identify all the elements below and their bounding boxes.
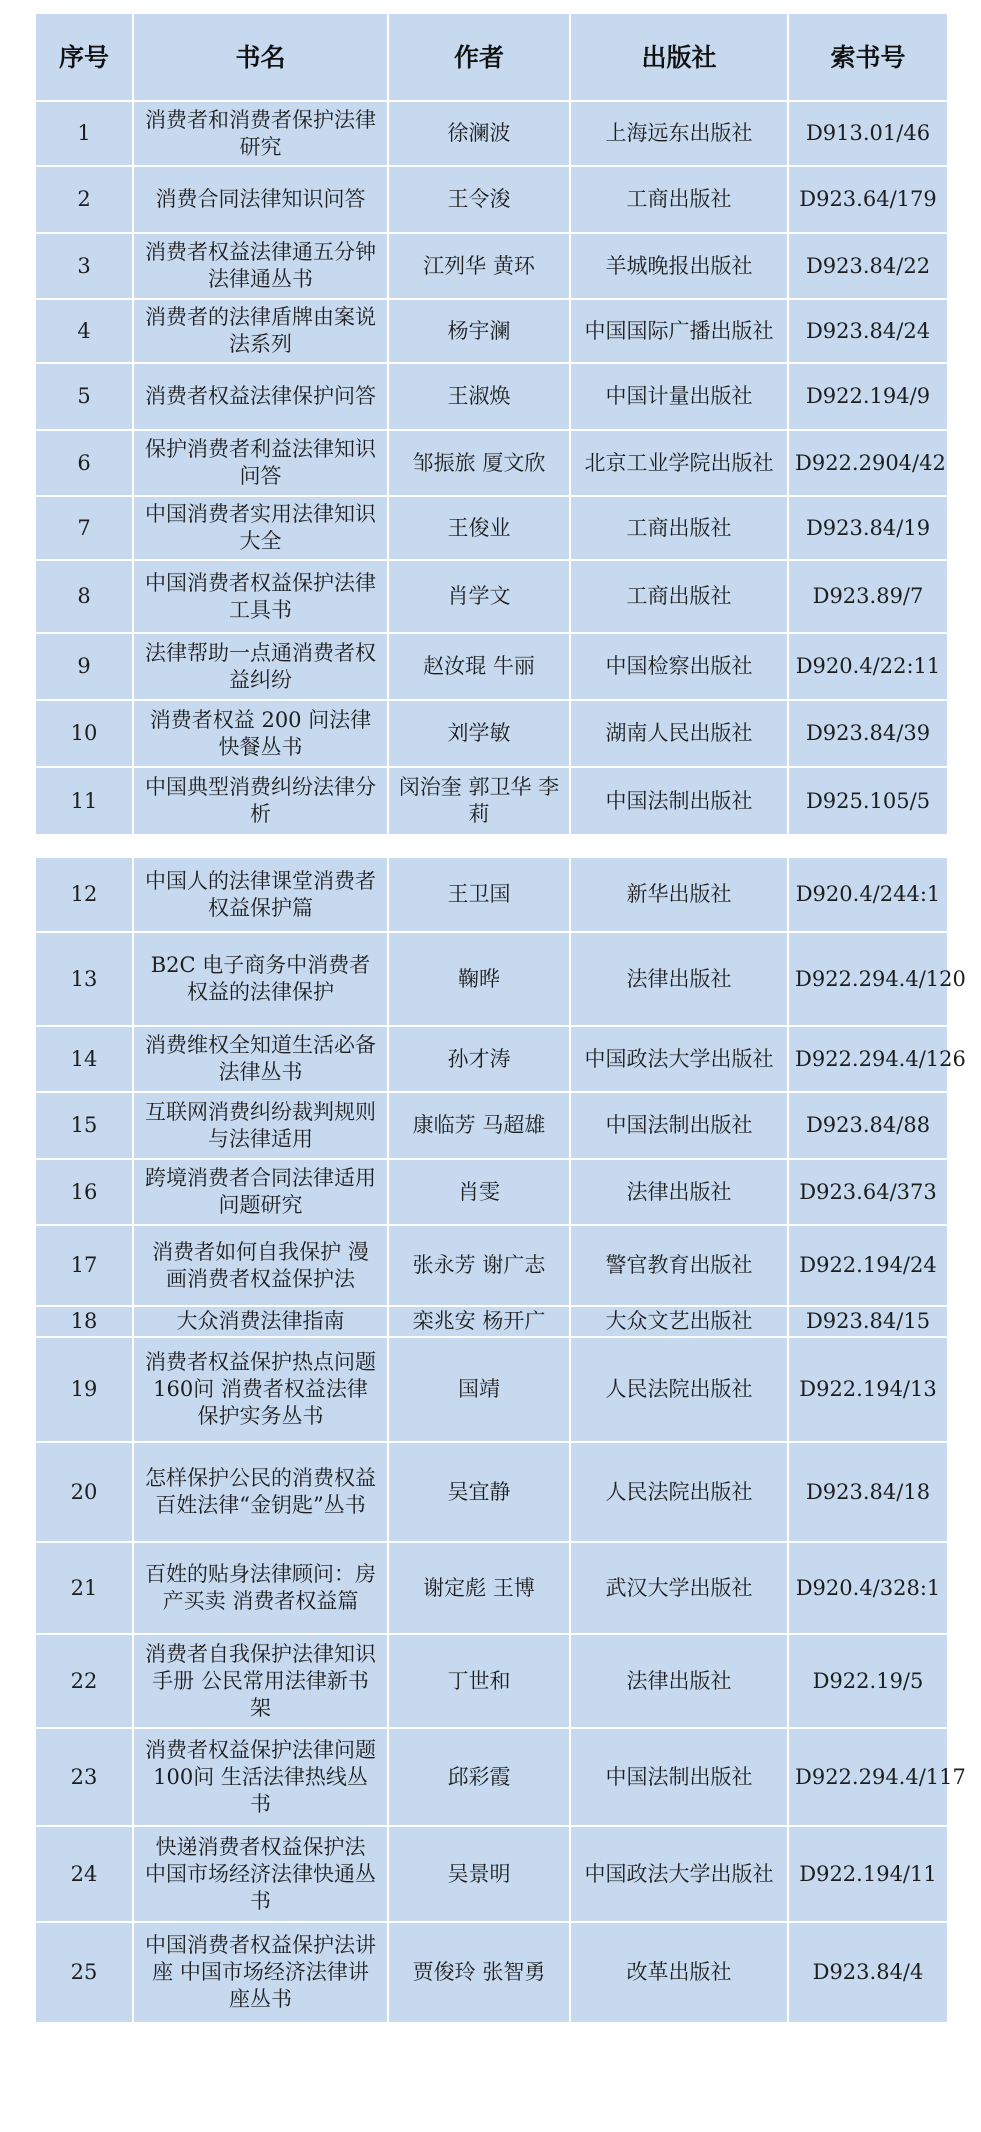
cell-call-number: D923.84/24 [788, 299, 948, 363]
cell-call-number: D922.2904/42 [788, 430, 948, 496]
cell-call-number: D920.4/328:1 [788, 1542, 948, 1634]
cell-publisher: 工商出版社 [570, 560, 788, 633]
cell-publisher: 新华出版社 [570, 857, 788, 932]
cell-publisher: 中国法制出版社 [570, 1092, 788, 1159]
cell-author: 张永芳 谢广志 [388, 1225, 570, 1306]
header-publisher: 出版社 [570, 13, 788, 101]
cell-title: 消费者权益保护法律问题100问 生活法律热线丛书 [133, 1728, 388, 1826]
table-row [35, 767, 948, 835]
cell-number: 21 [35, 1542, 133, 1634]
cell-publisher: 武汉大学出版社 [570, 1542, 788, 1634]
cell-call-number: D923.84/39 [788, 700, 948, 767]
cell-number: 17 [35, 1225, 133, 1306]
cell-author: 刘学敏 [388, 700, 570, 767]
table-row [35, 1442, 948, 1542]
table-row [35, 1922, 948, 2023]
cell-call-number: D923.84/4 [788, 1922, 948, 2023]
cell-call-number: D922.194/13 [788, 1337, 948, 1442]
table-row [35, 430, 948, 496]
cell-author: 邹振旅 厦文欣 [388, 430, 570, 496]
cell-author: 谢定彪 王博 [388, 1542, 570, 1634]
cell-author: 肖学文 [388, 560, 570, 633]
cell-call-number: D923.84/88 [788, 1092, 948, 1159]
cell-author: 吴宜静 [388, 1442, 570, 1542]
cell-author: 肖雯 [388, 1159, 570, 1225]
cell-title: 消费者权益法律保护问答 [133, 363, 388, 430]
cell-number: 13 [35, 932, 133, 1026]
cell-title: 保护消费者利益法律知识问答 [133, 430, 388, 496]
cell-title: 法律帮助一点通消费者权益纠纷 [133, 633, 388, 700]
cell-number: 11 [35, 767, 133, 835]
cell-call-number: D923.84/19 [788, 496, 948, 560]
cell-author: 王卫国 [388, 857, 570, 932]
cell-title: 消费合同法律知识问答 [133, 166, 388, 233]
cell-publisher: 工商出版社 [570, 166, 788, 233]
cell-number: 16 [35, 1159, 133, 1225]
cell-number: 3 [35, 233, 133, 299]
cell-publisher: 大众文艺出版社 [570, 1306, 788, 1337]
cell-publisher: 法律出版社 [570, 1159, 788, 1225]
table-body-part-1 [35, 101, 948, 835]
cell-number: 15 [35, 1092, 133, 1159]
cell-call-number: D922.294.4/126 [788, 1026, 948, 1092]
cell-author: 贾俊玲 张智勇 [388, 1922, 570, 2023]
header-number: 序号 [35, 13, 133, 101]
header-title: 书名 [133, 13, 388, 101]
catalog-table-part-2 [34, 856, 966, 2024]
cell-author: 王俊业 [388, 496, 570, 560]
cell-number: 6 [35, 430, 133, 496]
cell-publisher: 中国检察出版社 [570, 633, 788, 700]
cell-publisher: 北京工业学院出版社 [570, 430, 788, 496]
table-row [35, 633, 948, 700]
table-row [35, 101, 948, 166]
cell-call-number: D923.84/15 [788, 1306, 948, 1337]
cell-call-number: D922.294.4/117 [788, 1728, 948, 1826]
cell-call-number: D913.01/46 [788, 101, 948, 166]
cell-title: 消费维权全知道生活必备法律丛书 [133, 1026, 388, 1092]
cell-publisher: 中国计量出版社 [570, 363, 788, 430]
cell-publisher: 法律出版社 [570, 932, 788, 1026]
cell-title: 百姓的贴身法律顾问：房产买卖 消费者权益篇 [133, 1542, 388, 1634]
catalog-table-part-1 [34, 12, 947, 836]
table-row [35, 1026, 948, 1092]
table-row [35, 299, 948, 363]
book-catalog-table-continued [34, 856, 966, 2024]
cell-author: 闵治奎 郭卫华 李莉 [388, 767, 570, 835]
cell-publisher: 中国政法大学出版社 [570, 1026, 788, 1092]
cell-publisher: 法律出版社 [570, 1634, 788, 1728]
table-row [35, 1826, 948, 1922]
table-row [35, 932, 948, 1026]
table-row [35, 233, 948, 299]
table-row [35, 1225, 948, 1306]
table-row [35, 1092, 948, 1159]
table-row [35, 1337, 948, 1442]
cell-author: 丁世和 [388, 1634, 570, 1728]
cell-number: 7 [35, 496, 133, 560]
cell-title: 消费者权益保护热点问题160问 消费者权益法律保护实务丛书 [133, 1337, 388, 1442]
cell-call-number: D922.194/11 [788, 1826, 948, 1922]
cell-title: 消费者的法律盾牌由案说法系列 [133, 299, 388, 363]
table-row [35, 1306, 948, 1337]
table-row [35, 1159, 948, 1225]
cell-author: 鞠晔 [388, 932, 570, 1026]
cell-title: 中国典型消费纠纷法律分析 [133, 767, 388, 835]
cell-title: 中国消费者权益保护法讲座 中国市场经济法律讲座丛书 [133, 1922, 388, 2023]
cell-title: 中国消费者实用法律知识大全 [133, 496, 388, 560]
cell-title: 快递消费者权益保护法 中国市场经济法律快通丛书 [133, 1826, 388, 1922]
cell-author: 邱彩霞 [388, 1728, 570, 1826]
cell-title: 大众消费法律指南 [133, 1306, 388, 1337]
cell-call-number: D923.89/7 [788, 560, 948, 633]
cell-title: 怎样保护公民的消费权益 百姓法律“金钥匙”丛书 [133, 1442, 388, 1542]
cell-number: 5 [35, 363, 133, 430]
cell-number: 23 [35, 1728, 133, 1826]
cell-call-number: D925.105/5 [788, 767, 948, 835]
cell-publisher: 羊城晚报出版社 [570, 233, 788, 299]
cell-author: 江列华 黄环 [388, 233, 570, 299]
cell-publisher: 改革出版社 [570, 1922, 788, 2023]
cell-title: 中国人的法律课堂消费者权益保护篇 [133, 857, 388, 932]
cell-author: 徐澜波 [388, 101, 570, 166]
table-row [35, 166, 948, 233]
header-author: 作者 [388, 13, 570, 101]
cell-title: 互联网消费纠纷裁判规则与法律适用 [133, 1092, 388, 1159]
book-catalog-table [34, 12, 949, 836]
cell-publisher: 中国法制出版社 [570, 1728, 788, 1826]
cell-number: 20 [35, 1442, 133, 1542]
cell-author: 栾兆安 杨开广 [388, 1306, 570, 1337]
cell-number: 18 [35, 1306, 133, 1337]
cell-title: 消费者和消费者保护法律研究 [133, 101, 388, 166]
table-row [35, 1634, 948, 1728]
cell-publisher: 人民法院出版社 [570, 1337, 788, 1442]
cell-author: 国靖 [388, 1337, 570, 1442]
cell-publisher: 工商出版社 [570, 496, 788, 560]
cell-title: 消费者权益法律通五分钟法律通丛书 [133, 233, 388, 299]
cell-publisher: 人民法院出版社 [570, 1442, 788, 1542]
cell-number: 12 [35, 857, 133, 932]
cell-author: 杨宇澜 [388, 299, 570, 363]
cell-number: 19 [35, 1337, 133, 1442]
cell-publisher: 警官教育出版社 [570, 1225, 788, 1306]
header-call-number: 索书号 [788, 13, 948, 101]
cell-author: 王淑焕 [388, 363, 570, 430]
cell-number: 22 [35, 1634, 133, 1728]
cell-author: 赵汝琨 牛丽 [388, 633, 570, 700]
cell-publisher: 中国法制出版社 [570, 767, 788, 835]
table-header-row [35, 13, 948, 101]
cell-number: 14 [35, 1026, 133, 1092]
cell-title: 跨境消费者合同法律适用问题研究 [133, 1159, 388, 1225]
cell-author: 康临芳 马超雄 [388, 1092, 570, 1159]
cell-call-number: D923.64/179 [788, 166, 948, 233]
cell-number: 4 [35, 299, 133, 363]
cell-number: 10 [35, 700, 133, 767]
cell-author: 孙才涛 [388, 1026, 570, 1092]
cell-title: B2C 电子商务中消费者权益的法律保护 [133, 932, 388, 1026]
cell-number: 8 [35, 560, 133, 633]
cell-number: 2 [35, 166, 133, 233]
cell-title: 消费者权益 200 问法律快餐丛书 [133, 700, 388, 767]
cell-publisher: 中国政法大学出版社 [570, 1826, 788, 1922]
cell-author: 吴景明 [388, 1826, 570, 1922]
table-row [35, 700, 948, 767]
table-row [35, 496, 948, 560]
table-body-part-2 [35, 857, 966, 2023]
cell-title: 消费者如何自我保护 漫画消费者权益保护法 [133, 1225, 388, 1306]
cell-call-number: D922.19/5 [788, 1634, 948, 1728]
table-row [35, 560, 948, 633]
cell-number: 1 [35, 101, 133, 166]
cell-number: 24 [35, 1826, 133, 1922]
table-row [35, 363, 948, 430]
cell-call-number: D922.294.4/120 [788, 932, 948, 1026]
cell-publisher: 湖南人民出版社 [570, 700, 788, 767]
cell-publisher: 上海远东出版社 [570, 101, 788, 166]
cell-title: 中国消费者权益保护法律工具书 [133, 560, 388, 633]
cell-title: 消费者自我保护法律知识手册 公民常用法律新书架 [133, 1634, 388, 1728]
cell-call-number: D922.194/24 [788, 1225, 948, 1306]
cell-call-number: D920.4/244:1 [788, 857, 948, 932]
cell-call-number: D923.64/373 [788, 1159, 948, 1225]
table-row [35, 1542, 948, 1634]
cell-call-number: D923.84/22 [788, 233, 948, 299]
table-row [35, 1728, 948, 1826]
cell-call-number: D923.84/18 [788, 1442, 948, 1542]
cell-author: 王令浚 [388, 166, 570, 233]
cell-number: 25 [35, 1922, 133, 2023]
cell-publisher: 中国国际广播出版社 [570, 299, 788, 363]
cell-call-number: D920.4/22:11 [788, 633, 948, 700]
cell-call-number: D922.194/9 [788, 363, 948, 430]
cell-number: 9 [35, 633, 133, 700]
table-row [35, 857, 948, 932]
